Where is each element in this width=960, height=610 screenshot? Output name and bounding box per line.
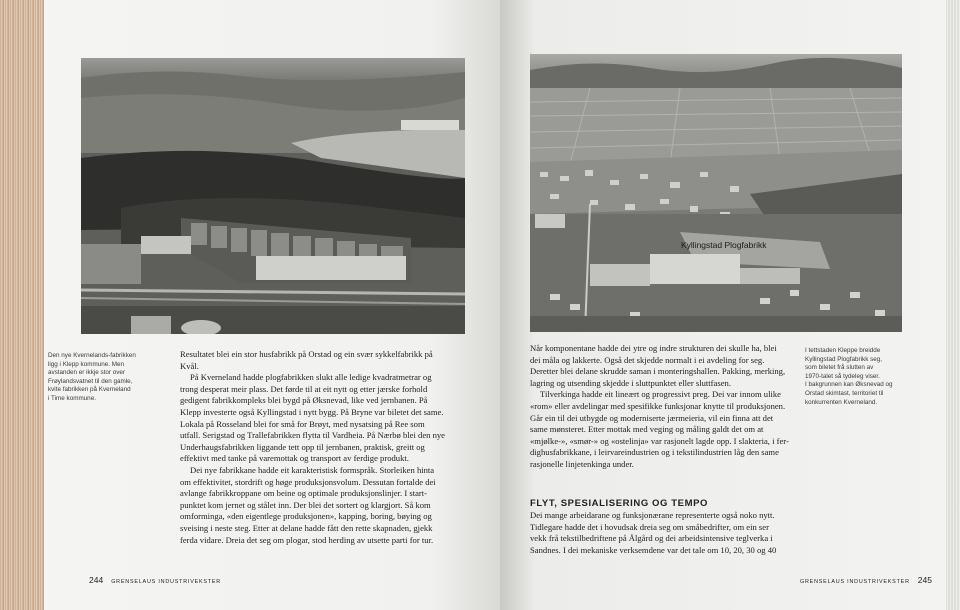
body-line: lagring og utsending skjedde i sluttpunktet eller sluttfasen. [530,377,731,388]
body-line: avlange fabrikkroppane om beine og optimale produksjonslinjer. I start- [180,488,428,499]
body-line: same mønsteret. Etter mottak med veging og måling galdt det om at [530,424,764,435]
body-line: gedigent fabrikkompleks blei bygd på Øksnevad, like ved jernbanen. På [180,395,428,406]
body-line: vekk frå tekstilbedriftene på Ålgård og dei arbeidsintensive teglverka i [530,533,773,544]
body-line: «rom» eller avdelingar med spesifikke funksjonar knytte til produksjonen. [530,400,786,411]
photo-caption [48,352,156,404]
body-line: Dei mange arbeidarane og funksjonærane representerte også noko nytt. [530,510,775,520]
running-head: GRENSELAUS INDUSTRIVEKSTER [111,579,221,585]
body-line: Lokala på Rosseland blei for små for Brøyt, med nysatsing på Ree som [180,418,425,429]
body-line: «mjølke-», «smør-» og «ostelinja» var rasjonelt lagde opp. I slakteria, i fer- [530,435,789,446]
body-text [530,343,798,471]
book-page-edges-left [0,0,44,610]
body-line: utfall. Serigstad og Trallefabrikken flytta til Vardheia. På Nærbø blei den nye [180,430,445,441]
caption-line: konkurrenten Kverneland. [805,398,878,406]
caption-line: Den nye Kvernelands-fabrikken [48,352,136,359]
caption-line: som biletet frå slutten av [805,364,874,372]
aerial-photo-kleppe [530,54,902,332]
photo-caption [805,347,917,407]
caption-line: Orstad skimtast, territoriet til [805,389,884,397]
body-line: Deretter blei delane skrudde saman i monteringshallen. Pakking, merking, [530,366,786,377]
body-line: punktet kom jernet og stålet inn. Der blei det sortert og klargjort. Så kom [180,499,431,510]
caption-line: Frøylandsvatnet til den gamle, [48,377,133,385]
right-page [500,0,946,610]
caption-line: ligg i Klepp kommune. Men [48,360,124,368]
caption-line: i Time kommune. [48,394,96,402]
body-line: rasjonelle linjetenkinga under. [530,458,634,469]
caption-line: avstanden er ikkje stor over [48,369,125,377]
page-number: 245 [917,575,932,585]
photo-label-kyllingstad: Kyllingstad Plogfabrikk [681,240,767,250]
body-line: Sandnes. I dei mekaniske verksemdene var det tale om 10, 20, 30 og 40 [530,544,777,555]
caption-line: 1970-talet så tydeleg viser. [805,372,880,380]
body-line: trong desperat meir plass. Det førde til at eit nytt og etter jærske forhold [180,383,428,394]
body-line: Kvål. [180,360,199,371]
body-line: dighusfabrikkane, i leirvareindustrien og i tekstilindustrien låg den same [530,447,779,458]
body-line: sveising i neste steg. Etter at delane hadde fått den rette skapnaden, gjekk [180,522,433,533]
body-text [180,349,460,546]
aerial-photo-kverneland-factory [81,58,465,334]
caption-line: Kyllingstad Plogfabrikk seg, [805,355,883,363]
caption-line: kvite fabrikken på Kverneland [48,386,131,394]
body-line: På Kverneland hadde plogfabrikken slukt alle ledige kvadratmetrar og [190,372,432,383]
body-line: Klepp investerte også Kyllingstad i nytt bygg. På Bryne var biletet det same. [180,406,444,417]
book-page-edges-right [946,0,960,610]
page-footer-right [800,570,932,588]
caption-line: I bakgrunnen kan Øksnevad og [805,381,893,389]
body-line: Underhaugsfabrikken liggande tett opp til jernbanen, praktisk, greitt og [180,441,425,452]
body-line: omforminga, «den eigentlege produksjonen», kapping, boring, bøying og [180,511,432,522]
body-line: effektivt med tanke på varemottak og transport av ferdige produkt. [180,453,409,464]
page-footer-left [89,570,221,588]
body-line: Dei nye fabrikkane hadde eit karakteristisk formspråk. Storleiken hinta [190,464,435,475]
body-line: om effektivitet, stordrift og høge produksjonsvolum. Dessutan fortalde dei [180,476,436,487]
body-text-section [530,510,798,556]
caption-line: I tettstaden Kleppe breidde [805,347,881,354]
body-line: Tilverkinga hadde eit lineært og progressivt preg. Dei var innom ulike [540,389,781,400]
body-line: ferda vidare. Dreia det seg om plogar, stod herding av utsette parti for tur. [180,534,434,545]
section-heading: FLYT, SPESIALISERING OG TEMPO [530,498,709,509]
running-head: GRENSELAUS INDUSTRIVEKSTER [800,579,910,585]
body-line: Går ein til dei utbygde og moderniserte jærmeieria, vil ein finna att det [530,412,774,423]
body-line: dei måla og lakkerte. Også det skjedde normalt i ei avdeling for seg. [530,354,765,365]
page-number: 244 [89,575,104,585]
body-line: Resultatet blei ein stor husfabrikk på Orstad og ein svær sykkelfabrikk på [180,349,433,359]
body-line: Når komponentane hadde dei ytre og indre strukturen dei skulle ha, blei [530,343,777,353]
body-line: Tidlegare hadde det i hovudsak dreia seg om småbedrifter, om ein ser [530,521,769,532]
left-page [44,0,500,610]
